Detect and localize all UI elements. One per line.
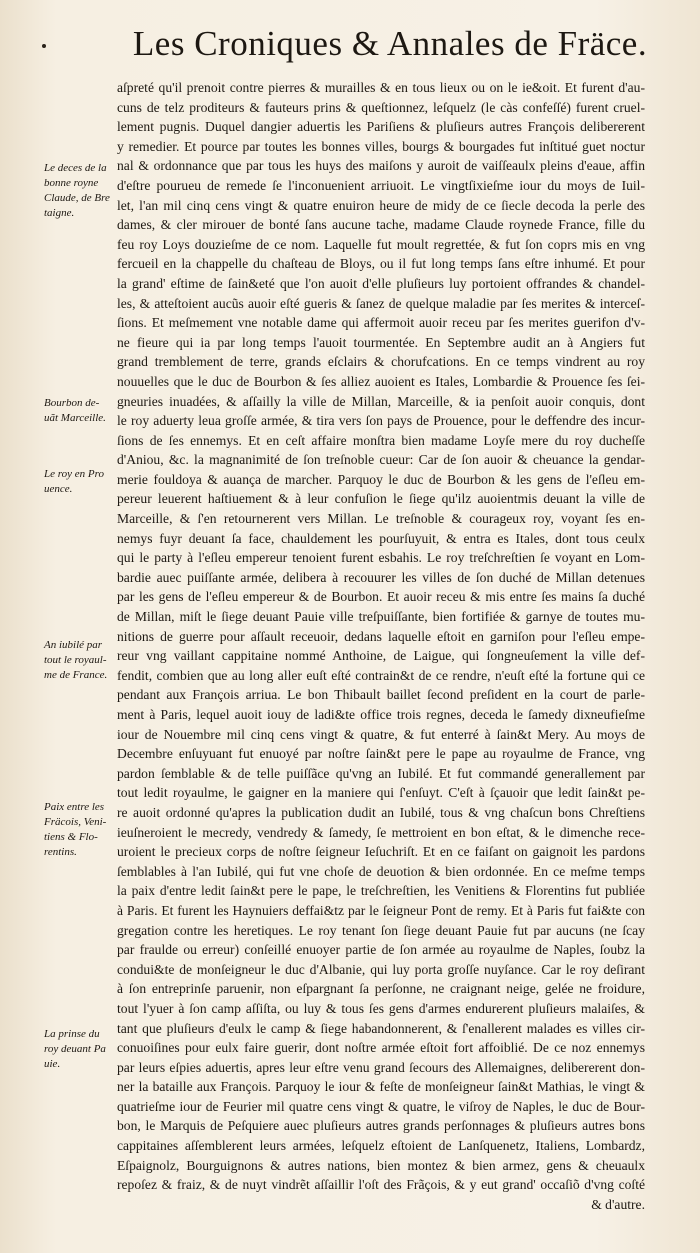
text-line: gregation contre les heretiques. Le roy tenant ſon ſiege deuant Pauie fut par aucuns (ne ſcay xyxy=(117,922,645,938)
text-line: ne fieure qui ia par long temps l'auoit tourmentée. En Septembre audit an à Angiers fut xyxy=(117,334,645,350)
text-line: le roy aduerty leua groſſe armée, & tira vers ſon pays de Prouence, pour le deffendre des incur- xyxy=(117,413,645,429)
text-line: ſemblables à l'an Iubilé, qui fut vne choſe de deuotion & bien ordonnée. En ce meſme temps xyxy=(117,863,645,879)
text-line: tout ledit royaulme, le gaigner en la maniere qui ſ'enſuyt. C'eſt à ſçauoir que ledit ſain&t pe- xyxy=(117,785,645,801)
text-line: par les gens de l'eſleu empereur & de Bourbon. Et auoir receu & mis entre ſes mains ſa duché xyxy=(117,589,645,605)
text-line: la grand' eſtime de ſain&eté que l'on auoit d'elle pluſieurs luy portoient offrandes & chandel- xyxy=(117,275,645,291)
text-line: feu roy Loys douzieſme de ce nom. Laquelle fut moult regrettée, & fut ſon coprs mis en vng xyxy=(117,236,645,252)
text-line: pereur leuerent haſtiuement & à leur confuſion le ſiege qu'ilz auoientmis deuant la ville de xyxy=(117,491,645,507)
text-line: nemys fuyr deuant ſa face, chauldement les pourſuyuit, & entra es Itales, dont tous ceulx xyxy=(117,530,645,546)
text-line: reur vng vaillant cappitaine nommé Anthoine, de Laigue, qui ſongneuſement la ville def- xyxy=(117,648,645,664)
margin-note-line: roy deuant Pa xyxy=(44,1043,106,1055)
margin-note-line: Bourbon de- xyxy=(44,397,100,409)
text-line: ieuſneroient le mecredy, vendredy & ſamedy, ſe mettroient en bon eſtat, & le dimenche rece- xyxy=(117,824,645,840)
margin-note xyxy=(44,1027,116,1072)
text-line: à ſon entreprinſe paruenir, non eſpargnant ſa perſonne, ne craignant neige, gelée ne froidure, xyxy=(117,981,645,997)
text-line: let, l'an mil cinq cens vingt & quatre enuiron heure de midy de ce ſiecle decoda la perle des xyxy=(117,197,645,213)
margin-note xyxy=(44,396,116,426)
margin-notes xyxy=(0,0,118,1253)
text-line: fendit, combien que au long aller euſt eſté contrain&t de ce rendre, n'euſt eſté la fortune qui ce xyxy=(117,667,645,683)
margin-note-line: uence. xyxy=(44,483,73,495)
text-line: re auoit ordonné qu'apres la publication dudit an Iubilé, tous & vng chaſcun bons Chreſtiens xyxy=(117,804,645,820)
text-line: la paix d'entre ledit ſain&t pere le pape, le treſchreſtien, les Venitiens & Florentins fut publiée xyxy=(117,883,645,899)
text-line: lement pugnis. Duquel dangier aduertis les Pariſiens & pluſieurs autres François delibererent xyxy=(117,119,645,135)
margin-note-line: tout le royaul- xyxy=(44,654,107,666)
text-line: conuoiſines pour eulx faire guerir, dont noſtre armée eſtoit fort affoiblié. De ce noz ennemys xyxy=(117,1040,645,1056)
text-line: nal & ordonnance que par tous les huys des maiſons y auroit de vaiſſeaulx pleins d'eaue, affin xyxy=(117,158,645,174)
margin-note-line: Claude, de Bre xyxy=(44,192,110,204)
text-line: ner la bataille aux François. Parquoy le iour & feſte de monſeigneur ſain&t Mathias, le vingt & xyxy=(117,1079,645,1095)
text-line: repoſez & fraiz, & de nuyt vindrẽt aſſaillir l'oſt des Frãçois, & y eut grand' occaſiõ d'vng coſté xyxy=(117,1177,645,1193)
text-line: fercueil en la chappelle du chaſteau de Bloys, ou il fut long temps ſans eſtre inhumé. Et pour xyxy=(117,256,645,272)
text-line: y remedier. Et pource par toutes les bonnes villes, bourgs & bourgades fut inſtitué guet noctur xyxy=(117,138,645,154)
margin-note xyxy=(44,467,116,497)
text-line: bardie auec puiſſante armée, delibera à recouurer les villes de ſon duché de Millan detenues xyxy=(117,569,645,585)
text-line: par fraulde ou erreur) conſeillé enuoyer partie de ſon armée au royaulme de Naples, ſoubz la xyxy=(117,942,645,958)
text-line: tant que pluſieurs d'eulx le camp & ſiege habandonnerent, & ſ'enallerent malades es villes cir- xyxy=(117,1020,645,1036)
margin-note-line: An iubilé par xyxy=(44,639,103,651)
margin-note-line: Fräcois, Veni- xyxy=(44,816,107,828)
text-line: dames, & cler mirouer de bonté ſans aucune tache, madame Claude roynede France, fille du xyxy=(117,217,645,233)
text-line: de Millan, miſt le ſiege deuant Pauie ville treſpuiſſante, bien fortifiée & garnye de toutes mu- xyxy=(117,609,645,625)
text-line: Decembre enſuyuant fut enuoyé par noſtre ſain&t pere le pape au royaulme de France, vng xyxy=(117,746,645,762)
text-line: aſpreté qu'il prenoit contre pierres & murailles & en tous lieux ou on le ie&oit. Et furent d'au- xyxy=(117,80,645,95)
margin-note-line: rentins. xyxy=(44,846,77,858)
text-line: gneuries inuadées, & aſſailly la ville de Millan, Marceille, & ia penſoit auoir conquis, dont xyxy=(117,393,645,409)
text-line: cappitaines aſſemblerent leurs armées, leſquelz eſtoient de Lanſquenetz, Italiens, Lombardz, xyxy=(117,1138,645,1154)
margin-note-line: uie. xyxy=(44,1058,61,1070)
text-line: les, & atteſtoient aucũs auoir eſté gueris & ſanez de quelque maladie par ſes merites & interceſ- xyxy=(117,295,645,311)
margin-note-line: me de France. xyxy=(44,669,108,681)
text-line: ſions de ſes ennemys. Et en ceſt affaire monſtra bien madame Loyſe mere du roy ducheſſe xyxy=(117,432,645,448)
text-line: qui le party à l'eſleu empereur tenoient furent esbahis. Le roy treſchreſtien ſe voyant en Lom- xyxy=(117,550,645,566)
margin-note xyxy=(44,161,116,221)
margin-note-line: uãt Marceille. xyxy=(44,412,106,424)
text-line: Eſpaignolz, Bourguignons & autres nations, bien montez & bien armez, gens & cheuaulx xyxy=(117,1157,645,1173)
text-line: Marceille, & ſ'en retournerent vers Millan. Le treſnoble & courageux roy, voyant ſes en- xyxy=(117,511,645,527)
text-line: & d'autre. xyxy=(591,1196,645,1212)
margin-note-line: Paix entre les xyxy=(44,801,105,813)
margin-note xyxy=(44,638,116,683)
page-title: Les Croniques & Annales de Fräce. xyxy=(132,24,648,63)
margin-note-line: bonne royne xyxy=(44,177,99,189)
text-line: nouuelles que le duc de Bourbon & ſes alliez auoient es Itales, Lombardie & Prouence ſes ſei- xyxy=(117,373,645,389)
text-line: condui&te de monſeigneur le duc d'Albanie, qui luy porta groſſe nuyſance. Car le roy deſirant xyxy=(117,961,645,977)
text-line: cuns de telz proditeurs & fauteurs prins & queſtionnez, leſquelz (le càs confeſſé) furent cruel- xyxy=(117,99,645,115)
text-line: d'eſtre pourueu de remede ſe l'inconuenient arriuoit. Le vingtſixieſme iour du moys de Iuil- xyxy=(117,177,645,193)
text-line: grand tremblement de terre, grands eſclairs & chorufcations. En ce temps vindrent au roy xyxy=(117,354,645,370)
text-line: uroient le precieux corps de noſtre ſeigneur Ieſuchriſt. Et en ce faiſant on gaignoit les pardons xyxy=(117,844,645,860)
margin-note-line: taigne. xyxy=(44,207,75,219)
text-line: à Paris. Et furent les Haynuiers deffai&tz par le ſeigneur Pont de remy. Et à Paris fut fai&te con xyxy=(117,902,645,918)
text-line: d'Aniou, &c. la magnanimité de ſon treſnoble cueur: Car de ſon auoir & cheuance la gendar- xyxy=(117,452,645,468)
margin-note-line: Le deces de la xyxy=(44,162,107,174)
text-line: nitions de guerre pour aſſault receuoir, dedans laquelle eſtoit en garniſon pour l'eſleu empe- xyxy=(117,628,645,644)
text-line: ſions. Et meſmement vne notable dame qui affermoit auoir receu par ſes merites guerifon d'v- xyxy=(117,315,645,331)
text-line: tout l'yuer à ſon camp aſſiſta, ou luy & tous ſes gens d'armes endurerent pluſieurs malaiſes, & xyxy=(117,1000,645,1016)
text-line: iour de Nouembre mil cinq cens vingt & quatre, & fut enterré à ſain&t Mery. Au moys de xyxy=(117,726,645,742)
margin-note-line: Le roy en Pro xyxy=(44,468,104,480)
text-line: quatrieſme iour de Feurier mil quatre cens vingt & quatre, le viſroy de Naples, le duc de Bour- xyxy=(117,1098,645,1114)
margin-note-line: La prinse du xyxy=(44,1028,100,1040)
text-line: par leurs eſpies aduertis, apres leur eſtre venu grand ſecours des Allemaignes, delibererent don- xyxy=(117,1059,645,1075)
body-text xyxy=(117,78,645,1214)
text-line: pardon ſemblable & de telle puiſſãce qu'vng an Iubilé. Et fut commandé generallement par xyxy=(117,765,645,781)
margin-note-line: tiens & Flo- xyxy=(44,831,98,843)
text-line: pendant aux François arriua. Le bon Thibault baillet ſecond preſident en la court de parle- xyxy=(117,687,645,703)
text-line: bon, le Marquis de Peſquiere auec pluſieurs autres grands perſonnages & pluſieurs autres bons xyxy=(117,1118,645,1134)
text-line: merie fouldoya & auança de marcher. Parquoy le duc de Bourbon & les gens de l'eſleu em- xyxy=(117,471,645,487)
margin-note xyxy=(44,800,116,860)
text-line: ment à Paris, lequel auoit iouy de ladi&te office trois regnes, deceda le ſamedy dixneufieſme xyxy=(117,707,645,722)
